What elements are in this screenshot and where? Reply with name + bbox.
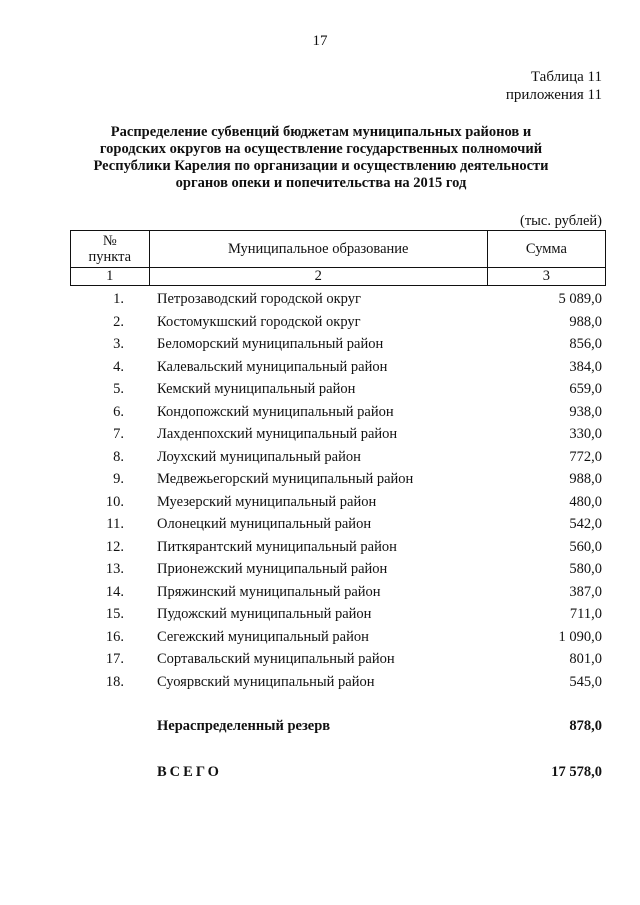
row-number: 4. xyxy=(113,358,124,375)
header-number-word: пункта xyxy=(88,249,132,265)
municipality-name: Пудожский муниципальный район xyxy=(157,606,372,622)
municipality-name: Суоярвский муниципальный район xyxy=(157,673,375,690)
subsidy-amount: 542,0 xyxy=(569,516,602,532)
total-amount: 17 578,0 xyxy=(551,764,602,780)
row-number: 10. xyxy=(105,493,124,510)
subsidy-amount: 384,0 xyxy=(569,358,602,375)
row-number: 16. xyxy=(105,628,124,645)
header-number-symbol: № xyxy=(102,233,117,249)
column-number-row xyxy=(71,268,606,286)
row-number: 8. xyxy=(113,448,124,465)
municipality-name: Сортавальский муниципальный район xyxy=(157,651,395,667)
column-number-2: 2 xyxy=(149,268,487,286)
table-row xyxy=(0,536,640,559)
table-row xyxy=(0,311,640,334)
table-row xyxy=(0,468,640,491)
subsidy-amount: 560,0 xyxy=(569,538,602,555)
table-row xyxy=(0,446,640,469)
row-number: 14. xyxy=(105,583,124,600)
table-row xyxy=(0,558,640,581)
subsidy-amount: 711,0 xyxy=(569,606,602,622)
row-number: 2. xyxy=(113,313,124,330)
municipality-name: Олонецкий муниципальный район xyxy=(157,516,372,532)
reserve-row xyxy=(0,715,640,737)
municipality-name: Муезерский муниципальный район xyxy=(157,493,377,510)
table-row xyxy=(0,356,640,379)
reserve-label: Нераспределенный резерв xyxy=(157,718,331,734)
subsidy-amount: 659,0 xyxy=(569,381,602,397)
table-row xyxy=(0,603,640,626)
table-row xyxy=(0,581,640,604)
table-header xyxy=(70,230,606,286)
subsidy-amount: 856,0 xyxy=(569,336,602,352)
table-row xyxy=(0,288,640,311)
municipality-name: Лоухский муниципальный район xyxy=(157,448,361,465)
municipality-name: Медвежьегорский муниципальный район xyxy=(157,471,414,487)
subsidy-amount: 938,0 xyxy=(569,403,602,420)
title-line-3: Республики Карелия по организации и осуществлению деятельности xyxy=(93,158,549,174)
subsidy-amount: 580,0 xyxy=(569,561,602,577)
municipality-name: Пряжинский муниципальный район xyxy=(157,583,381,600)
title-line-2: городских округов на осуществление государственных полномочий xyxy=(99,141,543,157)
municipality-name: Калевальский муниципальный район xyxy=(157,358,388,375)
subsidy-amount: 988,0 xyxy=(569,313,602,330)
subsidy-amount: 387,0 xyxy=(569,583,602,600)
subsidy-amount: 545,0 xyxy=(569,673,602,690)
table-reference-line-1: Таблица 11 xyxy=(530,69,602,85)
row-number: 1. xyxy=(113,291,124,307)
municipality-name: Питкярантский муниципальный район xyxy=(157,538,397,555)
row-number: 9. xyxy=(113,471,124,487)
header-sum-cell: Сумма xyxy=(487,231,605,268)
row-number: 5. xyxy=(113,381,124,397)
municipality-name: Лахденпохский муниципальный район xyxy=(157,426,398,442)
reserve-amount: 878,0 xyxy=(569,718,602,734)
municipality-name: Прионежский муниципальный район xyxy=(157,561,388,577)
header-number-cell xyxy=(71,231,150,268)
row-number: 15. xyxy=(105,606,124,622)
table-body xyxy=(0,288,640,693)
header-name-cell: Муниципальное образование xyxy=(149,231,487,268)
total-row xyxy=(0,761,640,783)
table-row xyxy=(0,626,640,649)
table-row xyxy=(0,671,640,694)
page-number: 17 xyxy=(312,33,328,49)
subsidy-amount: 988,0 xyxy=(569,471,602,487)
municipality-name: Костомукшский городской округ xyxy=(157,313,361,330)
row-number: 18. xyxy=(105,673,124,690)
municipality-name: Сегежский муниципальный район xyxy=(157,628,369,645)
row-number: 3. xyxy=(113,336,124,352)
municipality-name: Кемский муниципальный район xyxy=(157,381,356,397)
table-reference-line-2: приложения 11 xyxy=(505,87,602,103)
municipality-name: Петрозаводский городской округ xyxy=(157,291,361,307)
title-line-1: Распределение субвенций бюджетам муниципальных районов и xyxy=(110,124,532,140)
row-number: 17. xyxy=(105,651,124,667)
row-number: 7. xyxy=(113,426,124,442)
subsidy-amount: 5 089,0 xyxy=(558,291,602,307)
row-number: 6. xyxy=(113,403,124,420)
title-line-4: органов опеки и попечительства на 2015 год xyxy=(175,175,467,191)
subsidy-amount: 1 090,0 xyxy=(558,628,602,645)
document-title xyxy=(80,124,562,192)
table-row xyxy=(0,378,640,401)
table-reference xyxy=(480,68,602,104)
table-row xyxy=(0,648,640,671)
municipality-name: Беломорский муниципальный район xyxy=(157,336,384,352)
subsidy-amount: 330,0 xyxy=(569,426,602,442)
header-row xyxy=(71,231,606,268)
subsidy-amount: 480,0 xyxy=(569,493,602,510)
row-number: 13. xyxy=(105,561,124,577)
table-row xyxy=(0,401,640,424)
table-row xyxy=(0,423,640,446)
subsidy-amount: 801,0 xyxy=(569,651,602,667)
table-row xyxy=(0,513,640,536)
table-row xyxy=(0,333,640,356)
column-number-3: 3 xyxy=(487,268,605,286)
row-number: 11. xyxy=(106,516,124,532)
total-label: ВСЕГО xyxy=(157,764,222,780)
units-note: (тыс. рублей) xyxy=(520,213,602,229)
row-number: 12. xyxy=(105,538,124,555)
table-row xyxy=(0,491,640,514)
column-number-1: 1 xyxy=(71,268,150,286)
subsidy-amount: 772,0 xyxy=(569,448,602,465)
municipality-name: Кондопожский муниципальный район xyxy=(157,403,394,420)
